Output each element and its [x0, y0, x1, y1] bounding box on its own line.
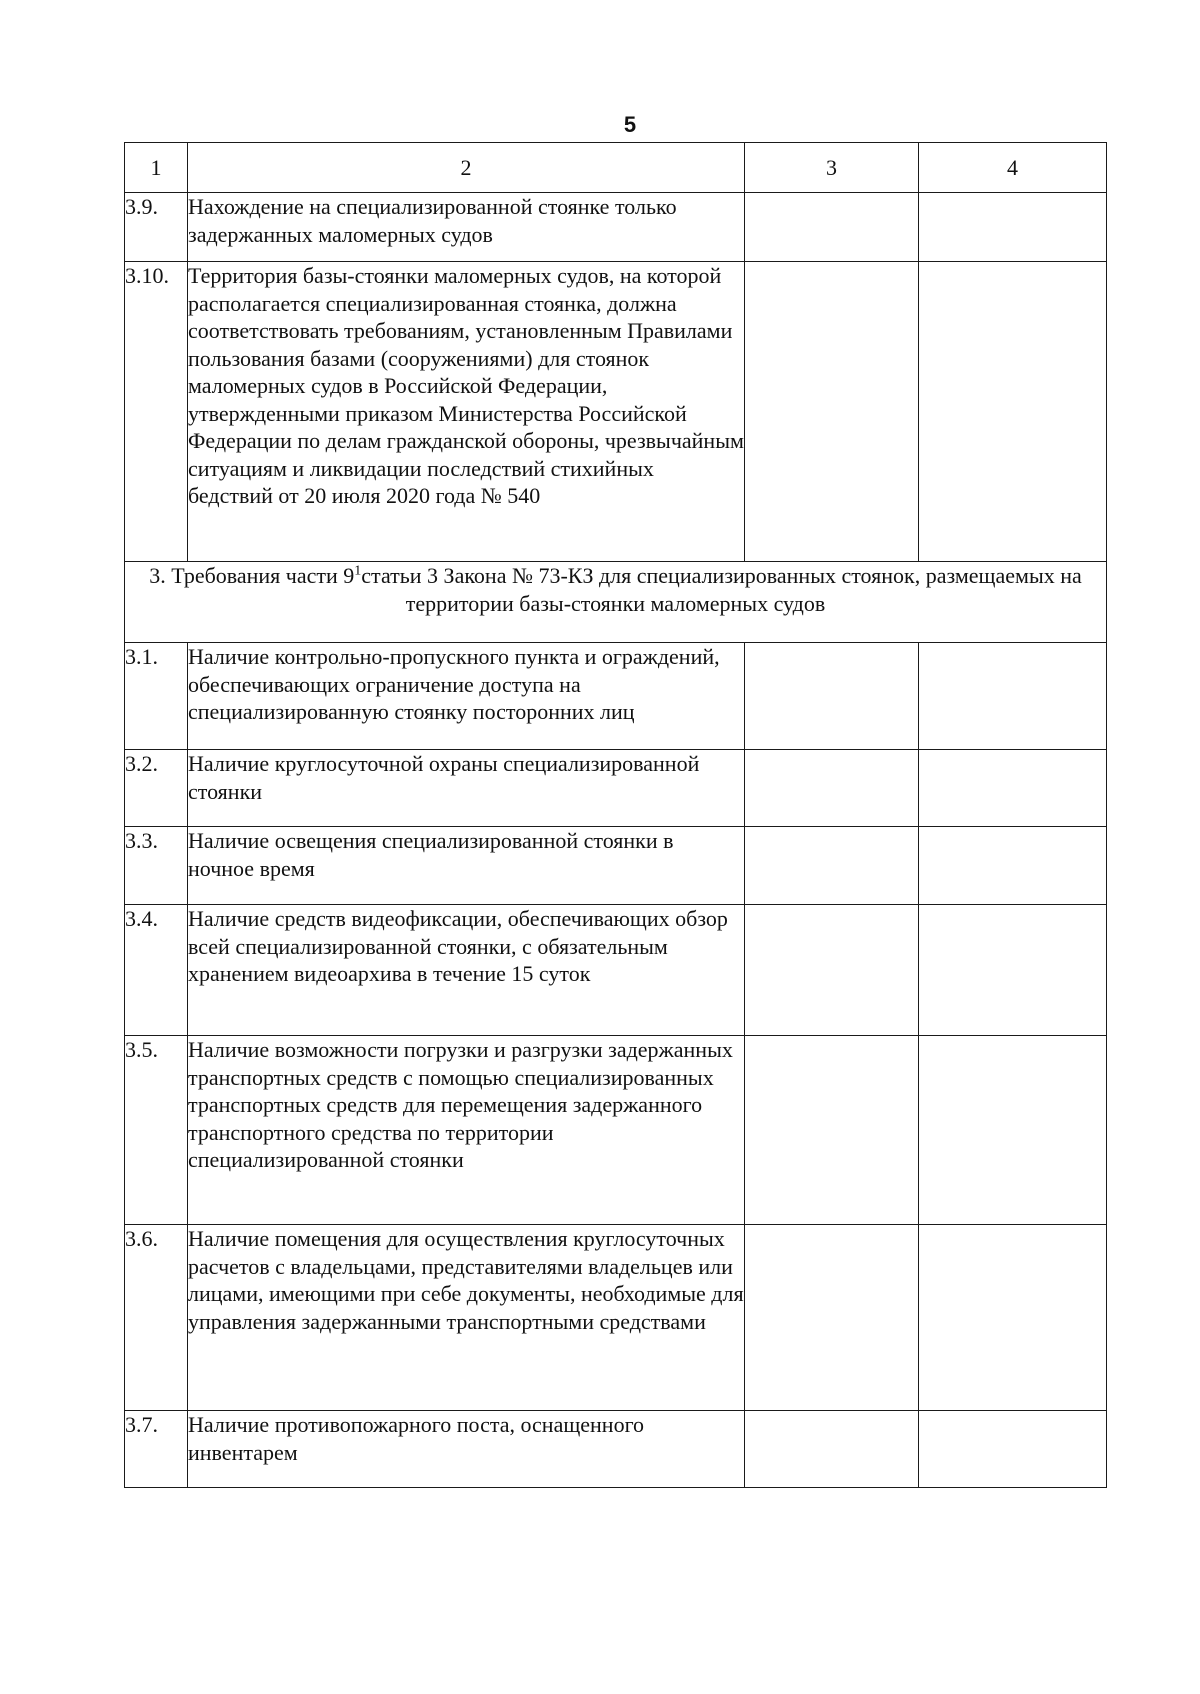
empty-cell-col4: [919, 1225, 1107, 1411]
empty-cell-col4: [919, 643, 1107, 750]
header-row: [125, 143, 1107, 193]
row-number: 3.3.: [125, 827, 188, 905]
row-number: 3.10.: [125, 262, 188, 562]
empty-cell-col4: [919, 750, 1107, 827]
empty-cell-col3: [745, 1225, 919, 1411]
page-number: 5: [623, 112, 637, 137]
empty-cell-col4: [919, 262, 1107, 562]
empty-cell-col3: [745, 643, 919, 750]
requirement-text: Территория базы-стоянки маломерных судов, на которой располагается специализированная стоянка, должна соответствовать требованиям, установленным Правилами пользования базами (сооружениями) для стоянок маломерных судов в Российской Федерации, утвержденными приказом Министерства Российской Федерации по делам гражданской обороны, чрезвычайным ситуациям и ликвидации последствий стихийных бедствий от 20 июля 2020 года № 540: [188, 262, 745, 562]
empty-cell-col4: [919, 193, 1107, 262]
row-number: 3.9.: [125, 193, 188, 262]
requirement-text: Наличие освещения специализированной стоянки в ночное время: [188, 827, 745, 905]
row-number: 3.1.: [125, 643, 188, 750]
row-number: 3.2.: [125, 750, 188, 827]
empty-cell-col4: [919, 1411, 1107, 1488]
empty-cell-col3: [745, 750, 919, 827]
section-heading-part-a: 3. Требования части 9: [149, 563, 355, 588]
table-row: [125, 193, 1107, 262]
requirements-table: [124, 142, 1107, 1488]
header-cell-2: 2: [188, 143, 745, 193]
empty-cell-col3: [745, 262, 919, 562]
header-cell-1: 1: [125, 143, 188, 193]
requirement-text: Наличие возможности погрузки и разгрузки задержанных транспортных средств с помощью специализированных транспортных средств для перемещения задержанного транспортного средства по территории специализированной стоянки: [188, 1036, 745, 1225]
section-row: [125, 562, 1107, 643]
table-row: [125, 750, 1107, 827]
requirement-text: Наличие помещения для осуществления круглосуточных расчетов с владельцами, представителями владельцев или лицами, имеющими при себе документы, необходимые для управления задержанными транспортными средствами: [188, 1225, 745, 1411]
table-row: [125, 1411, 1107, 1488]
requirement-text: Наличие контрольно-пропускного пункта и ограждений, обеспечивающих ограничение доступа на специализированную стоянку посторонних лиц: [188, 643, 745, 750]
requirement-text: Наличие круглосуточной охраны специализированной стоянки: [188, 750, 745, 827]
row-number: 3.6.: [125, 1225, 188, 1411]
table-row: [125, 643, 1107, 750]
empty-cell-col3: [745, 905, 919, 1036]
table-row: [125, 905, 1107, 1036]
header-cell-3: 3: [745, 143, 919, 193]
empty-cell-col4: [919, 1036, 1107, 1225]
requirement-text: Наличие средств видеофиксации, обеспечивающих обзор всей специализированной стоянки, с обязательным хранением видеоархива в течение 15 суток: [188, 905, 745, 1036]
row-number: 3.7.: [125, 1411, 188, 1488]
table-row: [125, 827, 1107, 905]
table-row: [125, 1225, 1107, 1411]
table-row: [125, 262, 1107, 562]
header-cell-4: 4: [919, 143, 1107, 193]
empty-cell-col4: [919, 827, 1107, 905]
empty-cell-col3: [745, 193, 919, 262]
empty-cell-col4: [919, 905, 1107, 1036]
requirement-text: Наличие противопожарного поста, оснащенного инвентарем: [188, 1411, 745, 1488]
empty-cell-col3: [745, 827, 919, 905]
requirement-text: Нахождение на специализированной стоянке только задержанных маломерных судов: [188, 193, 745, 262]
row-number: 3.4.: [125, 905, 188, 1036]
section-heading-superscript: 1: [354, 563, 362, 579]
section-heading: [125, 562, 1107, 643]
row-number: 3.5.: [125, 1036, 188, 1225]
empty-cell-col3: [745, 1411, 919, 1488]
table-row: [125, 1036, 1107, 1225]
empty-cell-col3: [745, 1036, 919, 1225]
section-heading-part-b: статьи 3 Закона № 73-КЗ для специализированных стоянок, размещаемых на территории базы-стоянки маломерных судов: [361, 563, 1082, 616]
